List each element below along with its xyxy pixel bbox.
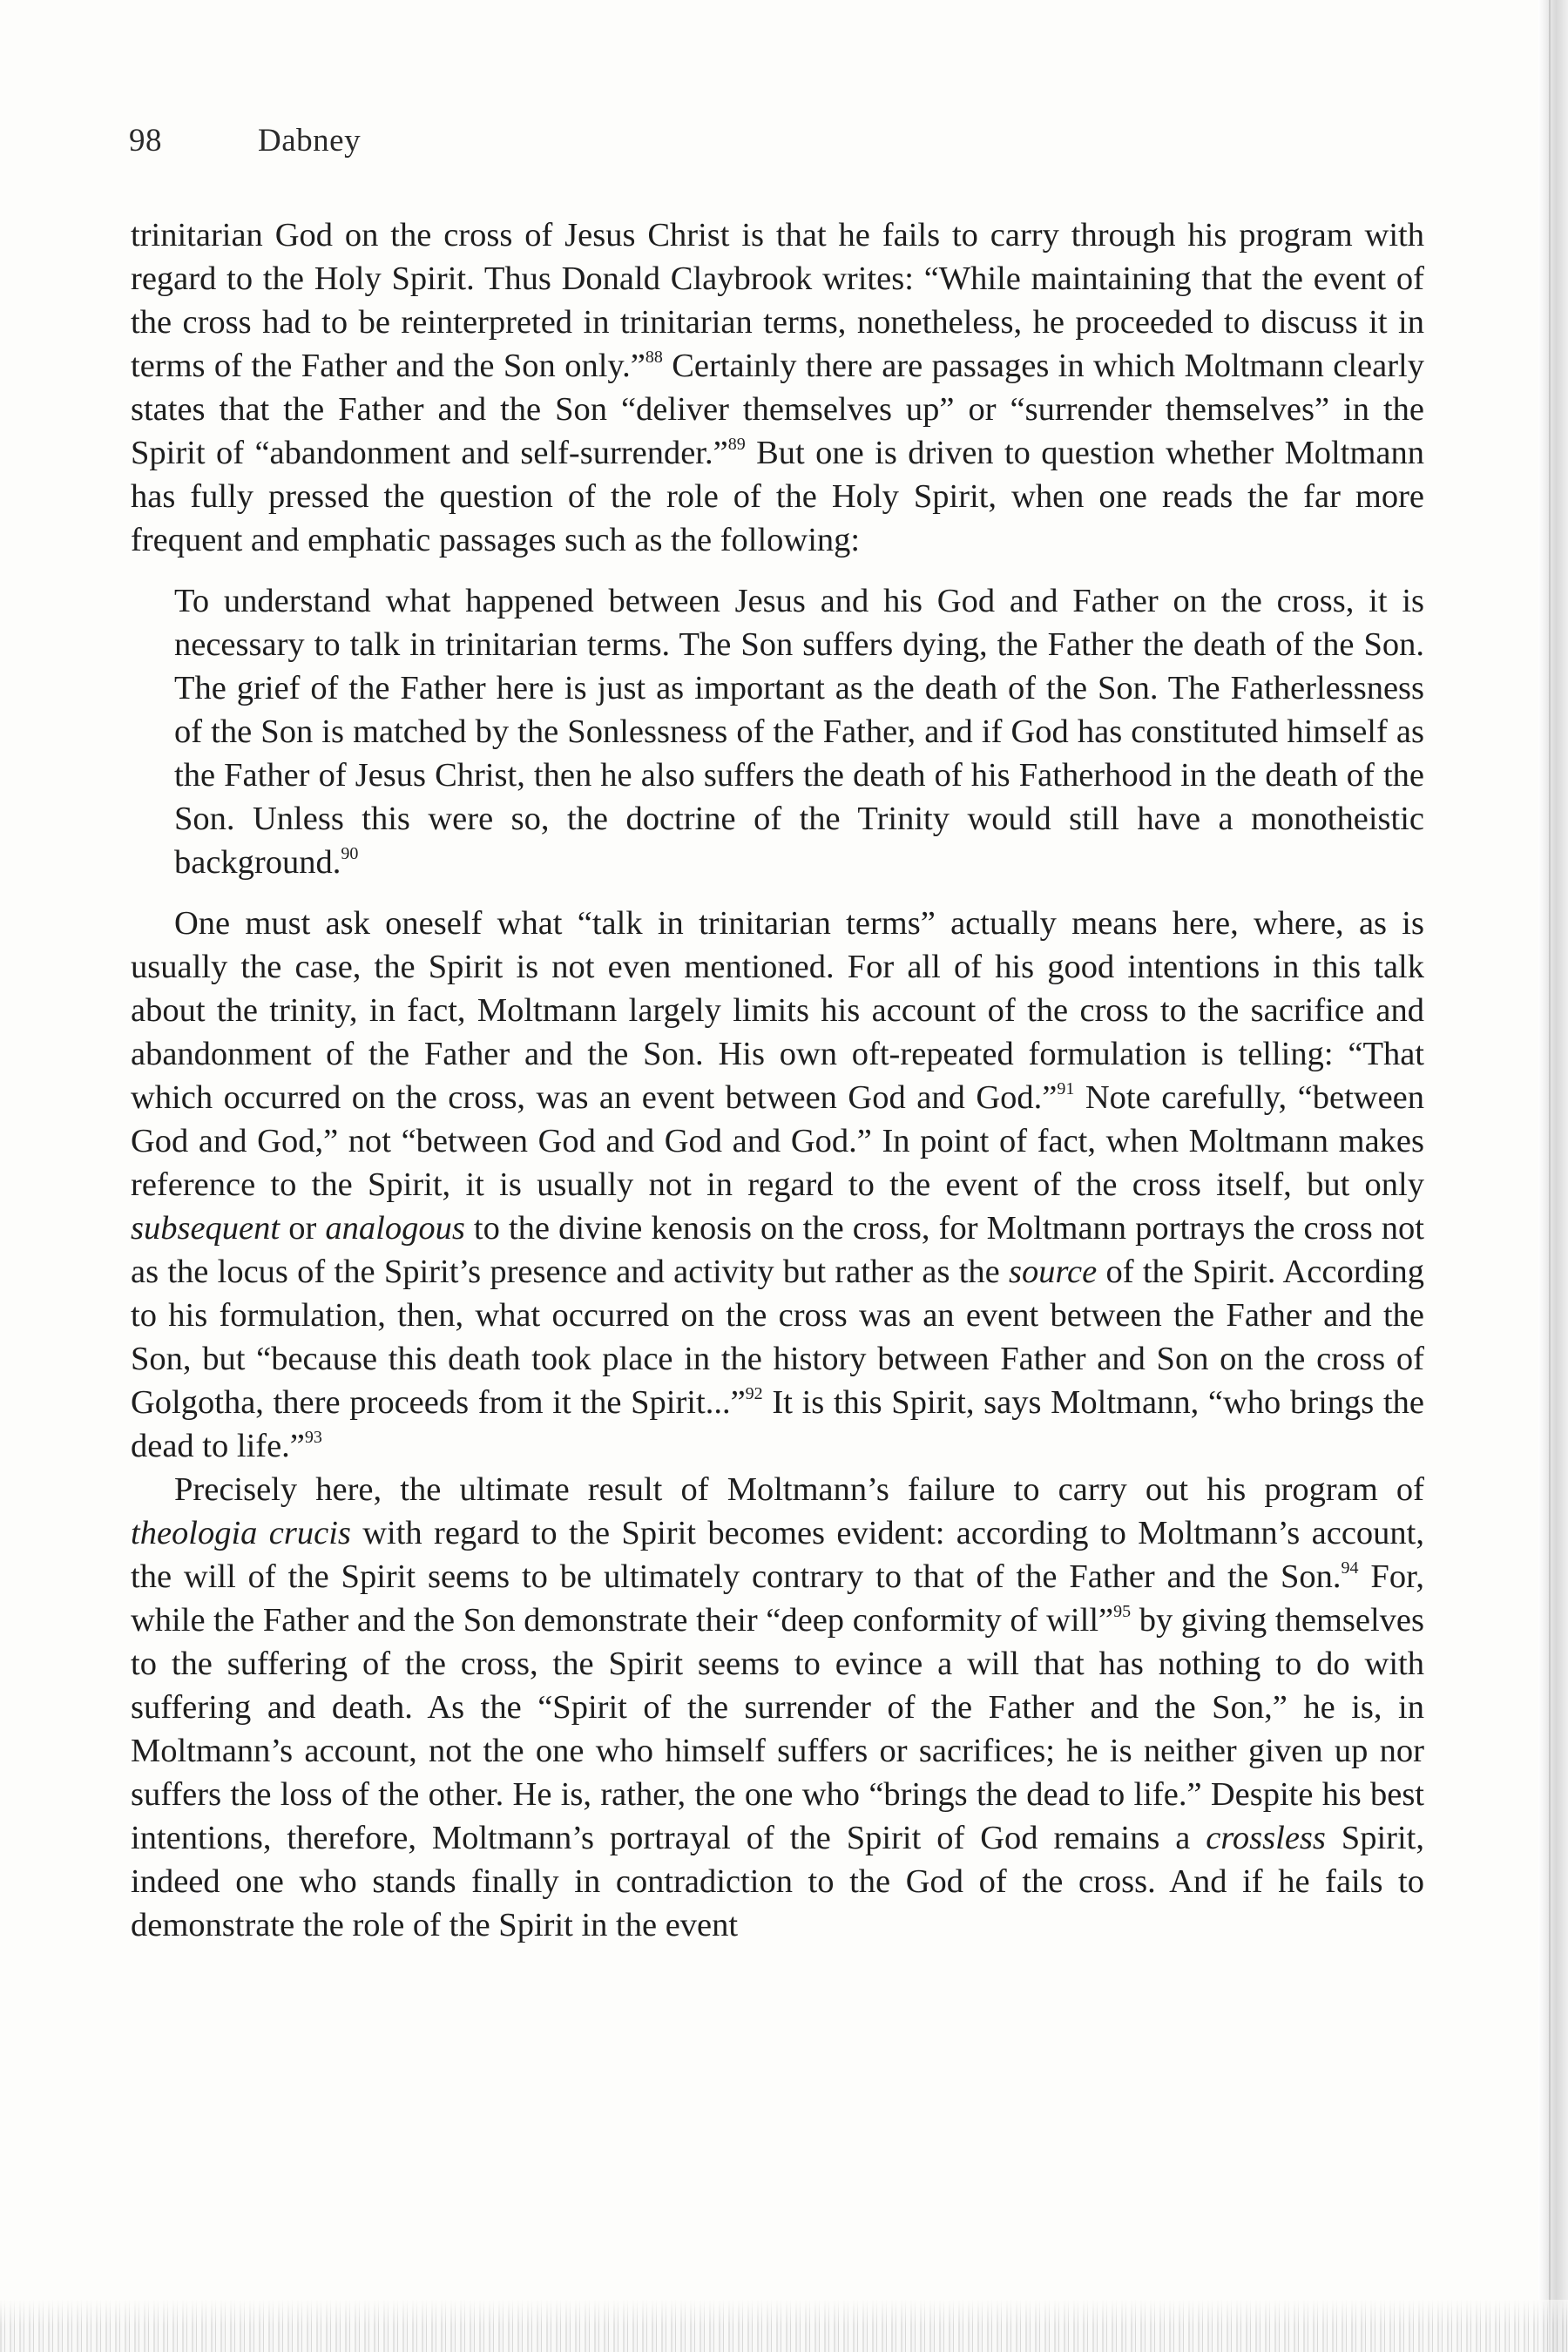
- quote-text: To understand what happened between Jesus and his God and Father on the cross, it is necessary to talk in trinitarian terms. The Son suffers dying, the Father the death of the Son. The grief of the Father here is just as important as the death of the Son. The Fatherlessness of the Son is matched by the Sonlessness of the Father, and if God has constituted himself as the Father of Jesus Christ, then he also suffers the death of his Fatherhood in the death of the Son. Unless this were so, the doctrine of the Trinity would still have a monotheistic background.: [174, 583, 1424, 881]
- footnote-ref-89: 89: [727, 435, 746, 454]
- text-run: to the divine kenosis on the cross, for Moltmann portrays the cross not as the locus of the Spirit’s presence and activity but rather as the: [131, 1210, 1424, 1290]
- emphasis-analogous: analogous: [325, 1210, 465, 1247]
- paragraph-3: [131, 1468, 1424, 1947]
- text-run: But one is driven to question whether Moltmann has fully pressed the question of the role of the Holy Spirit, when one reads the far more frequent and emphatic passages such as the following:: [131, 435, 1424, 558]
- text-run: One must ask oneself what “talk in trinitarian terms” actually means here, where, as is usually the case, the Spirit is not even mentioned. For all of his good intentions in this talk about the trinity, in fact, Moltmann largely limits his account of the cross to the sacrifice and abandonment of the Father and the Son. His own oft-repeated formulation is telling: “That which occurred on the cross, was an event between God and God.”: [131, 905, 1424, 1116]
- text-run: Certainly there are passages in which Moltmann clearly states that the Father and the Son “deliver themselves up” or “surrender themselves” in the Spirit of “abandonment and self-surrender.”: [131, 348, 1424, 471]
- page-edge-right: [1538, 0, 1568, 2352]
- paragraph-2: [131, 902, 1424, 1468]
- emphasis-theologia-crucis: theologia crucis: [131, 1515, 351, 1551]
- text-run: It is this Spirit, says Moltmann, “who brings the dead to life.”: [131, 1384, 1424, 1464]
- emphasis-source: source: [1009, 1254, 1098, 1290]
- page-edge-bottom: [0, 2300, 1568, 2352]
- text-run: of the Spirit. According to his formulation, then, what occurred on the cross was an event between the Father and the Son, but “because this death took place in the history between Father and Son on the cross of Golgotha, there proceeds from it the Spirit...”: [131, 1254, 1424, 1421]
- footnote-ref-88: 88: [645, 348, 663, 367]
- text-run: For, while the Father and the Son demonstrate their “deep conformity of will”: [131, 1558, 1424, 1639]
- text-run: Precisely here, the ultimate result of Moltmann’s failure to carry out his program of: [174, 1471, 1424, 1508]
- running-head-author: Dabney: [258, 123, 362, 159]
- footnote-ref-93: 93: [304, 1428, 322, 1447]
- text-run: Spirit, indeed one who stands finally in contradiction to the God of the cross. And if he fails to demonstrate the role of the Spirit in the event: [131, 1820, 1424, 1943]
- body-text: [131, 213, 1424, 1947]
- emphasis-crossless: crossless: [1206, 1820, 1326, 1856]
- footnote-ref-90: 90: [341, 844, 359, 863]
- footnote-ref-95: 95: [1113, 1602, 1132, 1621]
- text-run: by giving themselves to the suffering of the cross, the Spirit seems to evince a will that has nothing to do with suffering and death. As the “Spirit of the surrender of the Father and the Son,” he is, in Moltmann’s account, not the one who himself suffers or sacrifices; he is neither given up nor suffers the loss of the other. He is, rather, the one who “brings the dead to life.” Despite his best intentions, therefore, Moltmann’s portrayal of the Spirit of God remains a: [131, 1602, 1424, 1856]
- emphasis-subsequent: subsequent: [131, 1210, 280, 1247]
- block-quote: [174, 579, 1424, 884]
- footnote-ref-94: 94: [1341, 1558, 1359, 1578]
- book-page: 98 Dabney trinitarian God on the cross of Jesus Christ is that he fails to carry through his program with regard to the Holy Spirit. Thus Donald Claybrook writes: “While maintaining that the event of the cross had to be reinterpreted in trinitarian terms, nonetheless, he proceeded to discuss it in terms of the Father and the Son only.”$^{88}$ Certainly there are passages in which Moltmann clearly states that the Father and the Son “deliver themselves up” or “surrender themselves” in the Spirit of “abandonment and self-surrender.”$^{89}$ But one is driven to question whether Moltmann has fully pressed the question of the role of the Holy Spirit, when one reads the far more frequent and emphatic passages such as the following: To understand what happened between Jesus and his God and Father on the cross, it is necessary to talk in trinitarian terms. The Son suffers dying, the Father the death of the Son. The grief of the Father here is just as important as the death of the Son. The Fatherlessness of the Son is matched by the Sonlessness of the Father, and if God has constituted himself as the Father of Jesus Christ, then he also suffers the death of his Fatherhood in the death of the Son. Unless this were so, the doctrine of the Trinity would still have a monotheistic background.$^{90}$ One must ask oneself what “talk in trinitarian terms” actually means here, where, as is usually the case, the Spirit is not even mentioned. For all of his good intentions in this talk about the trinity, in fact, Moltmann largely limits his account of the cross to the sacrifice and abandonment of the Father and the Son. His own oft-repeated formulation is telling: “That which occurred on the cross, was an event between God and God.”$^{91}$ Note carefully, “between God and God,” not “between God and God and God.” In point of fact, when Moltmann makes reference to the Spirit, it is usually not in regard to the event of the cross itself, but only subsequent or analogous to the divine kenosis on the cross, for Moltmann portrays the cross not as the locus of the Spirit’s presence and activity but rather as the source of the Spirit. According to his formulation, then, what occurred on the cross was an event between the Father and the Son, but “because this death took place in the history between Father and Son on the cross of Golgotha, there proceeds from it the Spirit...”$^{92}$ It is this Spirit, says Moltmann, “who brings the dead to life.”$^{93}$ Precisely here, the ultimate result of Moltmann’s failure to carry out his program of theologia crucis with regard to the Spirit becomes evident: according to Moltmann’s account, the will of the Spirit seems to be ultimately contrary to that of the Father and the Son.$^{94}$ For, while the Father and the Son demonstrate their “deep conformity of will”$^{95}$ by giving themselves to the suffering of the cross, the Spirit seems to evince a will that has nothing to do with suffering and death. As the “Spirit of the surrender of the Father and the Son,” he is, in Moltmann’s account, not the one who himself suffers or sacrifices; he is neither given up nor suffers the loss of the other. He is, rather, the one who “brings the dead to life.” Despite his best intentions, therefore, Moltmann’s portrayal of the Spirit of God remains a crossless Spirit, indeed one who stands finally in contradiction to the God of the cross. And if he fails to demonstrate the role of the Spirit in the event: [0, 0, 1568, 2352]
- text-run: Note carefully, “between God and God,” not “between God and God and God.” In point of fact, when Moltmann makes reference to the Spirit, it is usually not in regard to the event of the cross itself, but only: [131, 1079, 1424, 1203]
- footnote-ref-92: 92: [745, 1384, 763, 1403]
- text-run: or: [280, 1210, 326, 1247]
- footnote-ref-91: 91: [1057, 1079, 1075, 1098]
- text-run: with regard to the Spirit becomes evident: according to Moltmann’s account, the will of the Spirit seems to be ultimately contrary to that of the Father and the Son.: [131, 1515, 1424, 1595]
- paragraph-1: [131, 213, 1424, 562]
- text-run: trinitarian God on the cross of Jesus Christ is that he fails to carry through his program with regard to the Holy Spirit. Thus Donald Claybrook writes: “While maintaining that the event of the cross had to be reinterpreted in trinitarian terms, nonetheless, he proceeded to discuss it in terms of the Father and the Son only.”: [131, 217, 1424, 384]
